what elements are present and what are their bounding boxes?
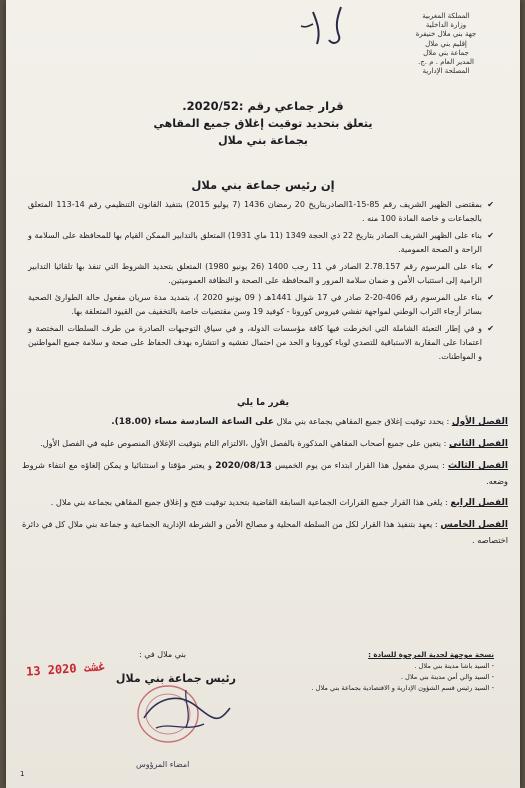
consideration-item: [28, 322, 494, 364]
letterhead-line: وزارة الداخلية: [425, 21, 467, 30]
letterhead: [386, 12, 506, 76]
consideration-item: [28, 198, 494, 226]
chapter-highlight: 2020/08/13: [215, 461, 272, 471]
date-stamp: 13 غشت 2020: [25, 659, 106, 679]
page-number: 1: [20, 770, 25, 778]
chapter-text: : يتعين على جميع أصحاب المقاهي المذكورة بالفصل الأول ،الالتزام التام بتوقيت الإغلاق المنصوص عليه في الفصل الأول.: [40, 438, 447, 448]
chapter-tail: و يعتبر مؤقتا و استثنائيا و يمكن إلغاؤه مع انتفاء شروط وضعه.: [22, 460, 508, 486]
copy-recipient: - السيد والي أمن مدينة بني ملال .: [400, 673, 494, 681]
official-seal: [126, 678, 236, 748]
chapter-3: [22, 458, 508, 489]
consideration-item: [28, 229, 494, 257]
decision-subject: يتعلق بتحديد توقيت إغلاق جميع المقاهي: [153, 117, 373, 130]
chapter-title: الفصل الخامس: [440, 520, 508, 530]
chapter-title: الفصل الثالث: [447, 461, 508, 471]
seal-caption: امضاء المرؤوس: [136, 760, 190, 769]
considerations-list: [28, 198, 494, 367]
letterhead-line: إقليم بني ملال: [425, 39, 467, 48]
decision-place: بجماعة بني ملال: [218, 134, 308, 147]
consideration-text: بمقتضى الظهير الشريف رقم 85-15-1الصادربتاريخ 20 رمضان 1436 (7 يوليو 2015) بتنفيذ القانون التنظيمي رقم 14-113 المتعلق بالجماعات و خاصة المادة 100 منه .: [28, 200, 483, 223]
chapters-list: [22, 414, 508, 554]
check-icon: ✔: [487, 324, 494, 333]
document-page: [6, 0, 520, 788]
chapter-title: الفصل الأول: [451, 417, 508, 427]
chapter-5: [22, 517, 508, 548]
chapter-text: : يسري مفعول هذا القرار ابتداء من يوم الخميس: [275, 460, 445, 470]
letterhead-line: المدير العام . م .ج.: [418, 58, 474, 67]
letterhead-line: المملكة المغربية: [422, 12, 470, 20]
consideration-text: بناء على المرسوم رقم 2.78.157 الصادر في 11 رجب 1400 (26 يونيو 1980) المتعلق بتحديد الشروط التي تنفذ بها تلقائيا التدابير الرامية إلى استتباب الأمن و ضمان سلامة المرور و المحافظة على الصحة و النظافة العموميتين.: [28, 262, 483, 285]
decision-number: قرار جماعي رقم :2020/52.: [182, 99, 344, 113]
chapter-1: [22, 414, 508, 430]
check-icon: ✔: [487, 231, 494, 240]
signature-title: رئيس جماعة بني ملال: [115, 672, 236, 685]
copies-title: نسخة موجهة لحدية المرجوة للسادة :: [368, 651, 494, 659]
letterhead-line: جهة بني ملال خنيفرة: [415, 30, 477, 39]
consideration-text: بناء على المرسوم رقم 406-20-2 صادر في 17 شوال 1441هـ ( 09 يونيو 2020 )، بتمديد مدة سريان مفعول حالة الطوارئ الصحية بسائر أرجاء التراب الوطني لمواجهة تفشي فيروس كورونا - كوفيد 19 وسن مقتضيات خاصة بالتخفيف من القيود المتعلقة بها.: [28, 293, 483, 316]
check-icon: ✔: [487, 293, 494, 302]
chapter-title: الفصل الثاني: [449, 439, 508, 449]
letterhead-line: المصلحة الإدارية: [422, 67, 470, 76]
check-icon: ✔: [487, 262, 494, 271]
handwritten-mark: [291, 4, 361, 52]
chapter-title: الفصل الرابع: [450, 498, 508, 508]
president-heading: إن رئيس جماعة بني ملال: [191, 178, 335, 192]
copy-recipient: - السيد باشا مدينة بني ملال .: [414, 662, 494, 670]
chapter-text: : يحدد توقيت إغلاق جميع المقاهي بجماعة بني ملال: [276, 416, 450, 426]
copies-list: [264, 650, 494, 694]
chapter-2: [22, 436, 508, 452]
decides-heading: يقرر ما يلي: [236, 398, 289, 408]
chapter-text: : يعهد بتنفيذ هذا القرار لكل من السلطة المحلية و مصالح الأمن و الشرطة الإدارية الجماعية و جماعة بني ملال كل في دائرة اختصاصه .: [22, 519, 508, 545]
copy-recipient: - السيد رئيس قسم الشؤون الإدارية و الاقتصادية بجماعة بني ملال .: [311, 684, 494, 692]
letterhead-line: جماعة بني ملال: [423, 48, 469, 57]
chapter-text: : يلغى هذا القرار جميع القرارات الجماعية السابقة القاضية بتحديد توقيت فتح و إغلاق جميع المقاهي بجماعة بني ملال .: [50, 497, 448, 507]
check-icon: ✔: [487, 200, 494, 209]
consideration-text: بناء على الظهير الشريف الصادر بتاريخ 22 ذي الحجة 1349 (11 ماي 1931) المتعلق بالتدابير الممكن القيام بها للمحافظة على السلامة و الراحة و الصحة العمومية.: [28, 231, 483, 254]
consideration-item: [28, 291, 494, 319]
signature-area: [26, 650, 246, 780]
signature-place: بني ملال في :: [139, 650, 186, 659]
chapter-4: [22, 495, 508, 511]
chapter-highlight: على الساعة السادسة مساء (18.00).: [111, 417, 275, 427]
consideration-item: [28, 260, 494, 288]
decision-title: [6, 98, 520, 149]
consideration-text: و في إطار التعبئة الشاملة التي انخرطت فيها كافة مؤسسات الدولة، و في سياق التوجيهات الصادرة من طرف السلطات المختصة و اعتمادا على المقاربة الاستباقية للتصدي لوباء كورونا و الحد من احتمال تفشيه و انتشاره بهدف الحفاظ على صحة و سلامة جميع المواطنين و المواطنات.: [28, 324, 482, 361]
